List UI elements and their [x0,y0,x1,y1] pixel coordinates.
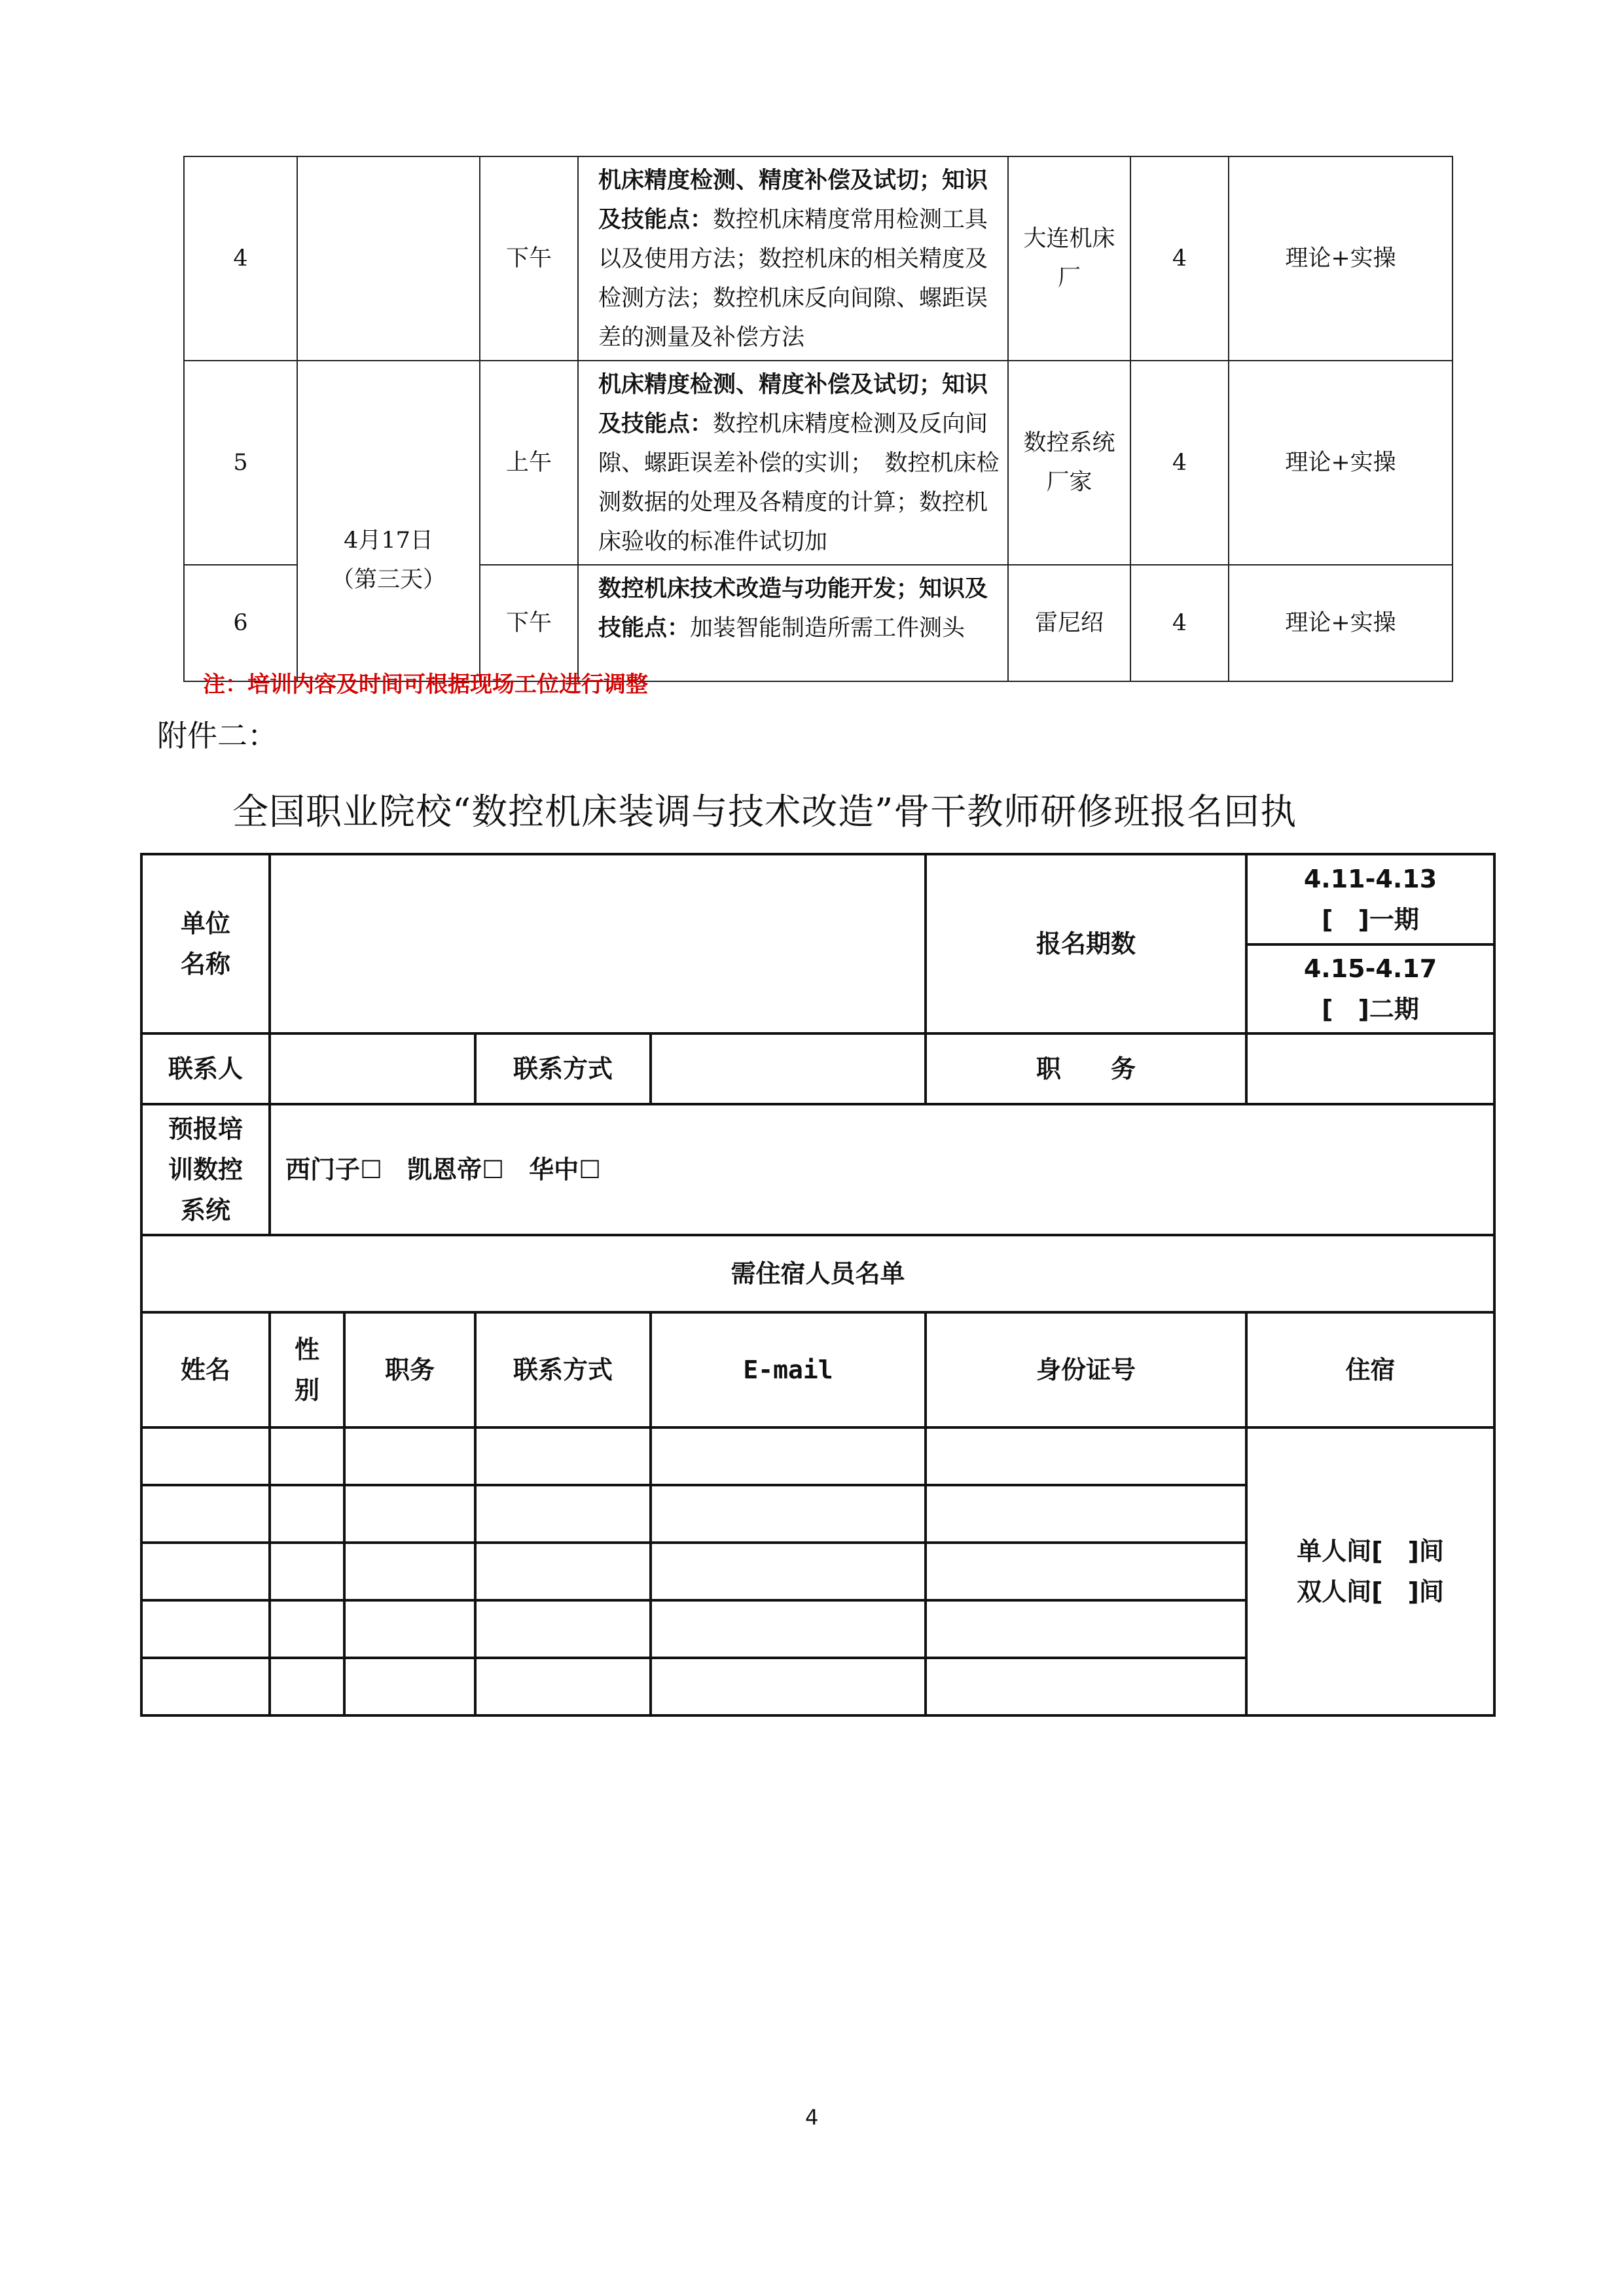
schedule-row [184,361,1453,565]
gender-line2: 别 [294,1376,319,1405]
gender-field[interactable] [270,1658,344,1715]
contact-entry-field[interactable] [475,1543,651,1600]
email-field[interactable] [651,1427,926,1485]
contact-method-field[interactable] [651,1033,926,1104]
position-label: 职 务 [926,1033,1246,1104]
double-room[interactable]: 双人间[ ]间 [1297,1577,1444,1606]
id-number-field[interactable] [926,1543,1246,1600]
header-name: 姓名 [141,1312,270,1427]
position-entry-field[interactable] [344,1543,475,1600]
header-lodging: 住宿 [1246,1312,1494,1427]
gender-line1: 性 [294,1335,319,1364]
schedule-row [184,156,1453,361]
schedule-note: 注：培训内容及时间可根据现场工位进行调整 [203,672,648,698]
header-gender [270,1312,344,1427]
content-detail: 加装智能制造所需工件测头 [690,615,965,641]
form-title: 全国职业院校“数控机床装调与技术改造”骨干教师研修班报名回执 [232,791,1297,833]
lodging-title-row [141,1235,1494,1312]
period1-checkbox[interactable]: [ ]一期 [1322,905,1419,934]
hours: 4 [1130,565,1229,681]
hours: 4 [1130,361,1229,565]
period-option-1[interactable] [1246,854,1494,944]
date-cell [297,361,480,681]
table-row [141,1427,1494,1485]
unit-name-label [141,854,270,1033]
session-time: 上午 [480,361,578,565]
gender-field[interactable] [270,1427,344,1485]
name-field[interactable] [141,1658,270,1715]
period-label: 报名期数 [926,854,1246,1033]
trainer: 数控系统厂家 [1008,361,1130,565]
header-contact: 联系方式 [475,1312,651,1427]
cnc-system-row [141,1104,1494,1235]
period2-dates: 4.15-4.17 [1303,954,1437,983]
period1-dates: 4.11-4.13 [1303,865,1437,893]
position-entry-field[interactable] [344,1600,475,1658]
position-entry-field[interactable] [344,1427,475,1485]
email-field[interactable] [651,1485,926,1543]
name-field[interactable] [141,1485,270,1543]
position-entry-field[interactable] [344,1658,475,1715]
contact-person-field[interactable] [270,1033,475,1104]
contact-method-label: 联系方式 [475,1033,651,1104]
unit-label-line2: 名称 [180,950,230,978]
content-heading: 机床精度检测、精度补偿及试切；知识及技能点： [598,372,988,437]
lodging-cell[interactable] [1246,1427,1494,1715]
row-number: 5 [184,361,297,565]
training-content [578,156,1008,361]
date: 4月17日 [344,528,433,554]
header-email: E-mail [651,1312,926,1427]
session-time: 下午 [480,565,578,681]
email-field[interactable] [651,1658,926,1715]
header-row [141,1312,1494,1427]
id-number-field[interactable] [926,1658,1246,1715]
method: 理论+实操 [1229,565,1453,681]
content-heading: 机床精度检测、精度补偿及试切；知识及技能点： [598,168,988,233]
day-label: （第三天） [331,567,446,593]
trainer: 雷尼绍 [1008,565,1130,681]
attachment-label: 附件二： [157,718,278,753]
lodging-list-title: 需住宿人员名单 [141,1235,1494,1312]
contact-person-label: 联系人 [141,1033,270,1104]
unit-row [141,854,1494,944]
position-field[interactable] [1246,1033,1494,1104]
registration-form [140,853,1496,1717]
content-heading: 数控机床技术改造与功能开发；知识及技能点： [598,576,988,641]
cnc-label-line3: 系统 [180,1196,230,1225]
contact-row [141,1033,1494,1104]
page-number: 4 [805,2105,819,2130]
row-number: 4 [184,156,297,361]
header-position: 职务 [344,1312,475,1427]
training-content [578,565,1008,681]
trainer: 大连机床厂 [1008,156,1130,361]
cnc-label-line2: 训数控 [168,1155,243,1184]
method: 理论+实操 [1229,361,1453,565]
period-option-2[interactable] [1246,944,1494,1033]
single-room[interactable]: 单人间[ ]间 [1297,1537,1444,1566]
cnc-system-options[interactable]: 西门子☐ 凯恩帝☐ 华中☐ [270,1104,1494,1235]
contact-entry-field[interactable] [475,1658,651,1715]
name-field[interactable] [141,1600,270,1658]
email-field[interactable] [651,1543,926,1600]
method: 理论+实操 [1229,156,1453,361]
content-detail: 数控机床精度常用检测工具以及使用方法；数控机床的相关精度及检测方法；数控机床反向间隙、螺距误差的测量及补偿方法 [598,207,988,351]
unit-label-line1: 单位 [180,909,230,938]
name-field[interactable] [141,1543,270,1600]
gender-field[interactable] [270,1543,344,1600]
header-id-number: 身份证号 [926,1312,1246,1427]
hours: 4 [1130,156,1229,361]
date-cell [297,156,480,361]
schedule-table [183,156,1453,682]
id-number-field[interactable] [926,1427,1246,1485]
name-field[interactable] [141,1427,270,1485]
row-number: 6 [184,565,297,681]
period2-checkbox[interactable]: [ ]二期 [1322,995,1419,1024]
id-number-field[interactable] [926,1485,1246,1543]
gender-field[interactable] [270,1485,344,1543]
unit-name-field[interactable] [270,854,926,1033]
cnc-label-line1: 预报培 [168,1115,243,1143]
session-time: 下午 [480,156,578,361]
gender-field[interactable] [270,1600,344,1658]
cnc-system-label [141,1104,270,1235]
contact-entry-field[interactable] [475,1485,651,1543]
position-entry-field[interactable] [344,1485,475,1543]
id-number-field[interactable] [926,1600,1246,1658]
email-field[interactable] [651,1600,926,1658]
contact-entry-field[interactable] [475,1427,651,1485]
content-detail: 数控机床精度检测及反向间隙、螺距误差补偿的实训； 数控机床检测数据的处理及各精度的计算；数控机床验收的标准件试切加 [598,411,1000,555]
contact-entry-field[interactable] [475,1600,651,1658]
training-content [578,361,1008,565]
